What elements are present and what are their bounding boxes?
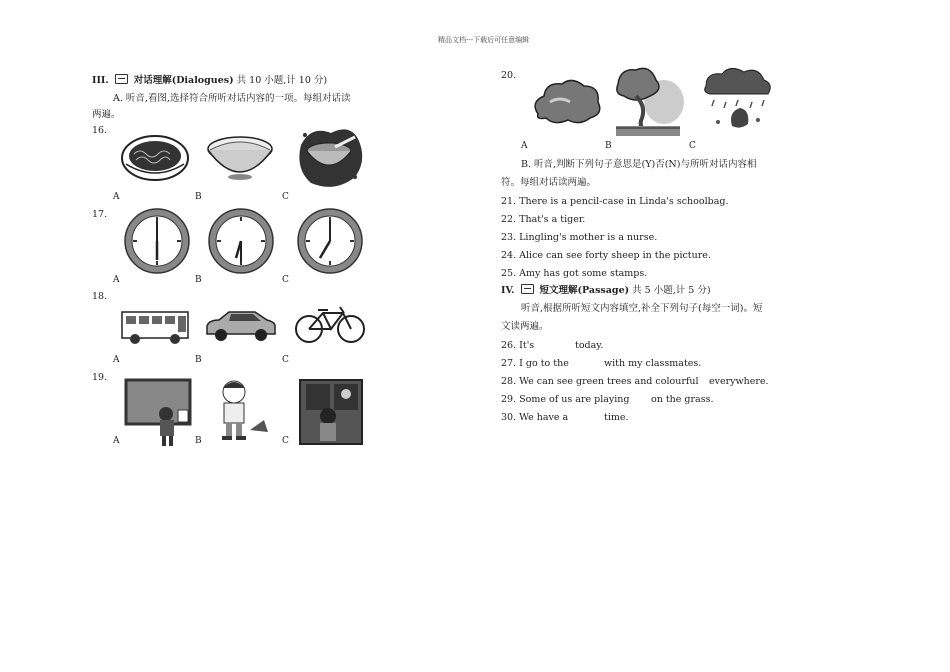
cloudy-icon xyxy=(530,80,602,126)
question-22: 22. That's a tiger. xyxy=(501,214,586,225)
question-19-number: 19. xyxy=(92,372,108,383)
q17-option-b: B xyxy=(195,275,202,285)
question-17-number: 17. xyxy=(92,209,108,220)
question-29-end: on the grass. xyxy=(651,394,714,405)
q17-option-a: A xyxy=(113,275,120,285)
clock-six-icon xyxy=(124,208,190,274)
question-30-end: time. xyxy=(604,412,629,423)
clock-six-thirty-icon xyxy=(208,208,274,274)
tape-icon xyxy=(521,284,534,294)
page-header: 精品文档---下载后可任意编辑 xyxy=(438,36,530,44)
q18-option-b: B xyxy=(195,355,202,365)
q18-option-a: A xyxy=(113,355,120,365)
tape-icon xyxy=(115,74,128,84)
bicycle-icon xyxy=(294,303,366,345)
bus-icon xyxy=(120,308,192,344)
question-29: 29. Some of us are playing xyxy=(501,394,630,405)
question-27: 27. I go to the xyxy=(501,358,569,369)
q19-option-c: C xyxy=(282,436,289,446)
section-4-title: 短文理解(Passage) xyxy=(539,285,630,296)
q18-option-c: C xyxy=(282,355,289,365)
boy-at-blackboard-icon xyxy=(124,378,194,448)
question-24: 24. Alice can see forty sheep in the picture. xyxy=(501,250,711,261)
noodles-icon xyxy=(120,132,190,184)
part-a-instruction: A. 听音,看图,选择符合所听对话内容的一项。每组对话读 xyxy=(113,93,351,104)
rainy-icon xyxy=(702,68,774,134)
question-28: 28. We can see green trees and colourful xyxy=(501,376,699,387)
question-23: 23. Lingling's mother is a nurse. xyxy=(501,232,658,243)
section-4-meta: 共 5 小题,计 5 分) xyxy=(632,285,711,296)
rice-bowl-icon xyxy=(206,133,274,181)
question-20-number: 20. xyxy=(501,70,517,81)
part-b-instruction: B. 听音,判断下列句子意思是(Y)否(N)与所听对话内容相 xyxy=(521,159,757,170)
question-25: 25. Amy has got some stamps. xyxy=(501,268,648,279)
section-4-heading xyxy=(501,284,711,298)
question-28-end: everywhere. xyxy=(709,376,769,387)
q16-option-b: B xyxy=(195,192,202,202)
q17-option-c: C xyxy=(282,275,289,285)
part-a-instruction-cont: 两遍。 xyxy=(92,109,121,120)
soup-bowl-icon xyxy=(295,125,363,185)
boy-at-window-icon xyxy=(298,378,364,446)
question-27-end: with my classmates. xyxy=(604,358,702,369)
section-4-instruction: 听音,根据所听短文内容填空,补全下列句子(每空一词)。短 xyxy=(521,303,763,314)
windy-icon xyxy=(612,66,684,140)
question-26-end: today. xyxy=(575,340,604,351)
section-3-number: III. xyxy=(92,75,109,86)
section-3-meta: 共 10 小题,计 10 分) xyxy=(236,75,328,86)
q20-option-b: B xyxy=(605,141,612,151)
part-b-instruction-cont: 符。每组对话读两遍。 xyxy=(501,177,597,188)
section-3-heading xyxy=(92,74,327,88)
q20-option-c: C xyxy=(689,141,696,151)
q16-option-c: C xyxy=(282,192,289,202)
question-16-number: 16. xyxy=(92,125,108,136)
car-icon xyxy=(205,308,277,344)
question-30: 30. We have a xyxy=(501,412,569,423)
boy-eating-icon xyxy=(210,378,272,448)
q19-option-a: A xyxy=(113,436,120,446)
question-18-number: 18. xyxy=(92,291,108,302)
q20-option-a: A xyxy=(521,141,528,151)
q19-option-b: B xyxy=(195,436,202,446)
question-26: 26. It's xyxy=(501,340,535,351)
section-3-title: 对话理解(Dialogues) xyxy=(133,75,234,86)
clock-seven-icon xyxy=(297,208,363,274)
question-21: 21. There is a pencil-case in Linda's schoolbag. xyxy=(501,196,729,207)
q16-option-a: A xyxy=(113,192,120,202)
section-4-number: IV. xyxy=(501,285,515,296)
section-4-instruction-cont: 文读两遍。 xyxy=(501,321,549,332)
